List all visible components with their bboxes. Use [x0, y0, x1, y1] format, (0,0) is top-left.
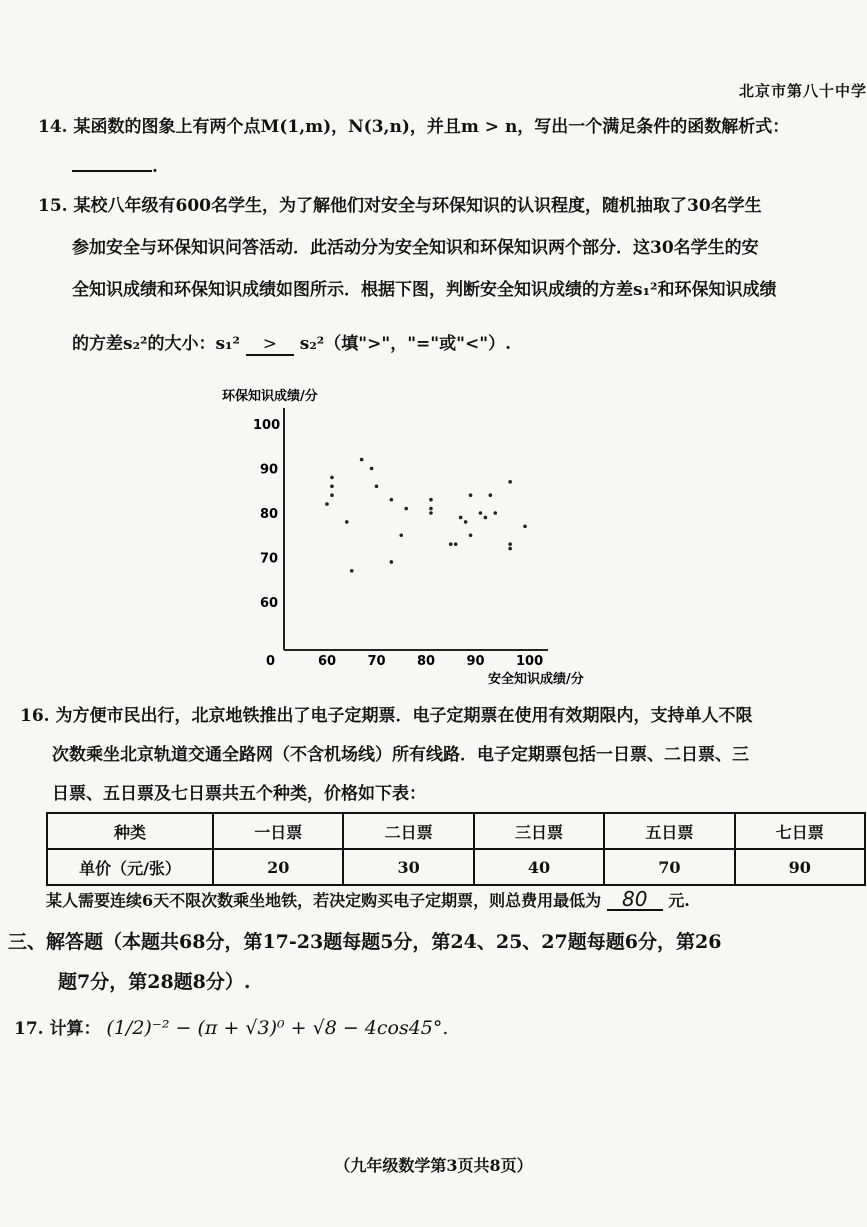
table-price-label-cell: 单价（元/张）: [47, 849, 213, 885]
x-tick-label: 90: [466, 654, 485, 669]
data-point: [375, 485, 379, 489]
x-axis-label: 安全知识成绩/分: [488, 672, 584, 687]
data-point: [449, 542, 453, 546]
data-point: [350, 569, 354, 573]
data-point: [429, 498, 433, 502]
question-14-number: 14.: [38, 117, 68, 137]
question-14-text: 某函数的图象上有两个点M(1,m)，N(3,n)，并且m > n，写出一个满足条件的函数解析式：: [73, 117, 790, 137]
y-tick-label: 70: [260, 551, 279, 567]
data-point: [429, 511, 433, 515]
table-cell-price: 20: [213, 849, 343, 885]
table-cell-type: 五日票: [604, 813, 734, 849]
data-point: [330, 476, 334, 480]
y-tick-label: 100: [253, 418, 281, 433]
y-tick-labels: [253, 418, 280, 611]
question-16-line-3: 日票、五日票及七日票共五个种类，价格如下表：: [52, 784, 426, 804]
x-tick-label: 70: [367, 654, 386, 669]
question-17: [14, 1018, 448, 1039]
table-cell-type: 三日票: [474, 813, 604, 849]
data-point: [390, 560, 394, 564]
question-15-text-4-suffix: s₂²（填">"，"="或"<"）.: [299, 334, 512, 354]
origin-label: 0: [266, 654, 276, 669]
school-header: 北京市第八十中学: [738, 82, 867, 100]
answer-blank-line: [72, 156, 152, 172]
page-footer: （九年级数学第3页共8页）: [334, 1156, 533, 1175]
table-cell-price: 40: [474, 849, 604, 885]
section-3-heading-line-2: 题7分，第28题8分）.: [58, 971, 251, 993]
table-cell-price: 70: [604, 849, 734, 885]
price-table: [46, 812, 866, 886]
question-16-after-table: [46, 889, 690, 911]
question-16-number: 16.: [20, 706, 50, 726]
blank-suffix: .: [152, 157, 158, 177]
data-point: [454, 542, 458, 546]
question-17-number: 17.: [14, 1019, 44, 1039]
data-point: [325, 502, 329, 506]
data-point: [494, 511, 498, 515]
question-15-line-4: [72, 334, 511, 356]
question-17-expression: (1/2)⁻² − (π + √3)⁰ + √8 − 4cos45°.: [106, 1017, 449, 1039]
question-14: [38, 117, 789, 137]
question-17-label: 计算：: [49, 1019, 101, 1039]
table-cell-type: 七日票: [735, 813, 865, 849]
table-header-cell: 种类: [47, 813, 213, 849]
question-15-answer: >: [246, 334, 294, 356]
data-point: [399, 533, 403, 537]
y-tick-label: 80: [260, 507, 279, 522]
data-point: [360, 458, 364, 462]
question-15-text-4: 的方差s₂²的大小：s₁²: [72, 334, 240, 354]
data-point: [330, 485, 334, 489]
data-point: [330, 493, 334, 497]
question-15-line-1: [38, 196, 762, 216]
data-point: [508, 480, 512, 484]
data-point: [464, 520, 468, 524]
data-point: [523, 525, 527, 529]
y-tick-label: 90: [260, 462, 279, 478]
question-16-line-1: [20, 706, 753, 726]
question-16-text-suffix: 元.: [668, 891, 690, 910]
question-15-line-3: 全知识成绩和环保知识成绩如图所示．根据下图，判断安全知识成绩的方差s₁²和环保知识成绩: [72, 280, 777, 300]
data-point: [469, 533, 473, 537]
data-points: [325, 458, 527, 573]
question-16-text-1: 为方便市民出行，北京地铁推出了电子定期票．电子定期票在使用有效期限内，支持单人不限: [55, 706, 753, 726]
question-16-answer: 80: [607, 889, 663, 911]
table-row-prices: [47, 849, 865, 885]
data-point: [429, 507, 433, 511]
table-cell-price: 90: [735, 849, 865, 885]
table-cell-price: 30: [343, 849, 473, 885]
data-point: [345, 520, 349, 524]
x-tick-label: 80: [417, 654, 436, 669]
data-point: [508, 542, 512, 546]
x-tick-label: 60: [318, 654, 337, 669]
question-15-number: 15.: [38, 196, 68, 216]
table-cell-type: 二日票: [343, 813, 473, 849]
y-tick-label: 60: [260, 596, 279, 611]
data-point: [390, 498, 394, 502]
question-16-text-after: 某人需要连续6天不限次数乘坐地铁，若决定购买电子定期票，则总费用最低为: [46, 891, 602, 910]
data-point: [404, 507, 408, 511]
question-15-line-2: 参加安全与环保知识问答活动．此活动分为安全知识和环保知识两个部分．这30名学生的安: [72, 238, 759, 258]
question-14-answer-blank: [72, 156, 158, 177]
data-point: [508, 547, 512, 551]
x-tick-labels: [318, 654, 543, 669]
section-3-heading: 三、解答题（本题共68分，第17-23题每题5分，第24、25、27题每题6分，第26: [8, 931, 722, 953]
x-tick-label: 100: [516, 654, 544, 669]
question-16-line-2: 次数乘坐北京轨道交通全路网（不含机场线）所有线路．电子定期票包括一日票、二日票、三: [52, 745, 749, 765]
scatter-chart: [218, 380, 638, 700]
data-point: [479, 511, 483, 515]
table-row-types: [47, 813, 865, 849]
table-cell-type: 一日票: [213, 813, 343, 849]
data-point: [489, 493, 493, 497]
data-point: [370, 467, 374, 471]
question-15-text-1: 某校八年级有600名学生，为了解他们对安全与环保知识的认识程度，随机抽取了30名学生: [73, 196, 762, 216]
data-point: [459, 516, 463, 520]
data-point: [484, 516, 488, 520]
y-axis-label: 环保知识成绩/分: [222, 389, 318, 404]
data-point: [469, 493, 473, 497]
